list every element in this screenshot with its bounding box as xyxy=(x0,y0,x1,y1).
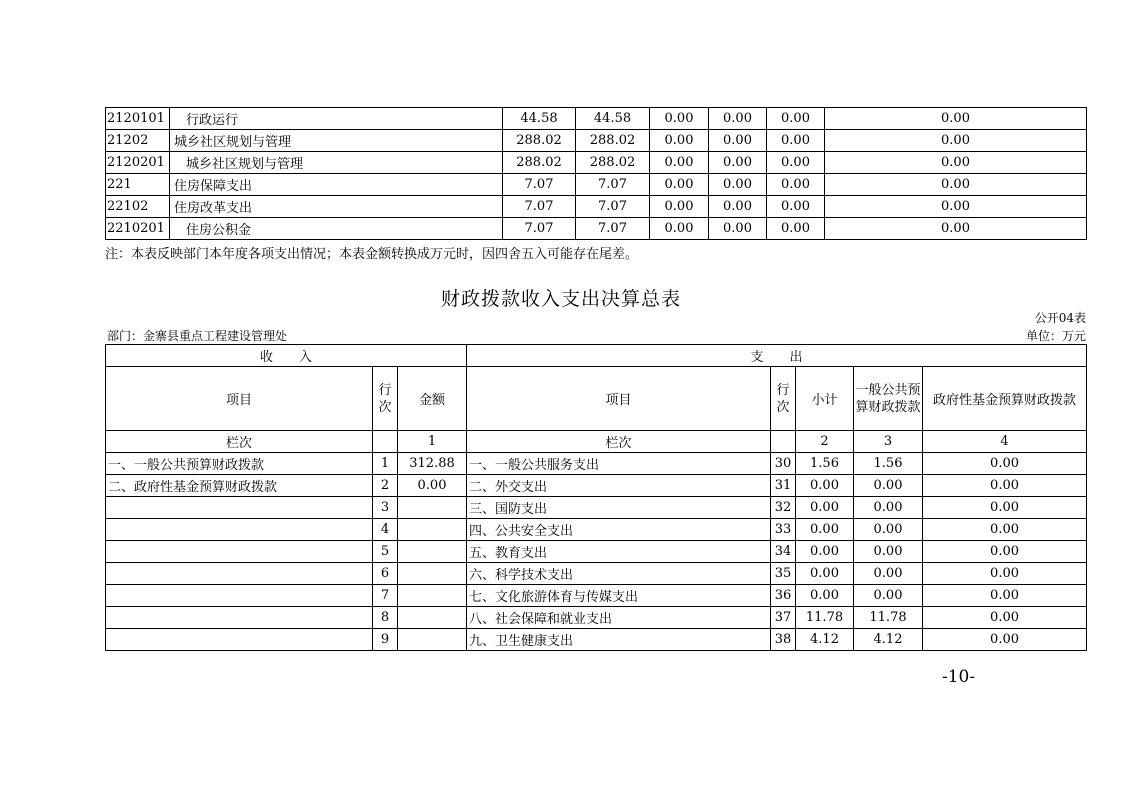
row-value: 0.00 xyxy=(825,108,1087,130)
expense-general-budget: 0.00 xyxy=(854,541,923,563)
expense-line-number: 38 xyxy=(771,629,796,651)
department-label: 部门：金寨县重点工程建设管理处 xyxy=(107,329,288,343)
col-header-line: 行次 xyxy=(373,367,398,431)
row-value: 7.07 xyxy=(503,196,576,218)
expense-fund-budget: 0.00 xyxy=(923,497,1087,519)
expense-general-budget: 0.00 xyxy=(854,519,923,541)
expense-item: 一、一般公共服务支出 xyxy=(467,453,771,475)
row-value: 44.58 xyxy=(576,108,650,130)
row-value: 0.00 xyxy=(767,196,825,218)
expense-fund-budget: 0.00 xyxy=(923,519,1087,541)
table-row xyxy=(106,453,1087,475)
expense-item: 二、外交支出 xyxy=(467,475,771,497)
column-number-4: 4 xyxy=(923,431,1087,453)
column-label-income: 栏次 xyxy=(106,431,373,453)
fiscal-summary-table xyxy=(105,344,1087,651)
row-value: 7.07 xyxy=(576,174,650,196)
row-value: 0.00 xyxy=(650,152,709,174)
income-line-number: 6 xyxy=(373,563,398,585)
empty-cell xyxy=(373,431,398,453)
form-number: 公开04表 xyxy=(1034,311,1086,325)
row-value: 0.00 xyxy=(650,130,709,152)
income-amount xyxy=(398,585,467,607)
expense-item: 三、国防支出 xyxy=(467,497,771,519)
col-header-item: 项目 xyxy=(106,367,373,431)
table-row xyxy=(106,563,1087,585)
empty-cell xyxy=(771,431,796,453)
expense-item: 七、文化旅游体育与传媒支出 xyxy=(467,585,771,607)
page-number: -10- xyxy=(942,667,976,687)
income-amount xyxy=(398,541,467,563)
income-line-number: 2 xyxy=(373,475,398,497)
expense-fund-budget: 0.00 xyxy=(923,563,1087,585)
page-title: 财政拨款收入支出决算总表 xyxy=(440,288,681,310)
table-row xyxy=(106,629,1087,651)
expense-line-number: 35 xyxy=(771,563,796,585)
row-value: 0.00 xyxy=(767,130,825,152)
col-header-expense-line: 行次 xyxy=(771,367,796,431)
expenditure-detail-table xyxy=(105,107,1087,240)
table-row xyxy=(106,152,1087,174)
row-value: 0.00 xyxy=(767,174,825,196)
income-header: 收 入 xyxy=(106,345,467,367)
income-line-number: 3 xyxy=(373,497,398,519)
income-item xyxy=(106,607,373,629)
row-code: 2120101 xyxy=(106,108,170,130)
expense-line-number: 36 xyxy=(771,585,796,607)
expense-fund-budget: 0.00 xyxy=(923,607,1087,629)
expense-item: 八、社会保障和就业支出 xyxy=(467,607,771,629)
expense-subtotal: 4.12 xyxy=(796,629,854,651)
income-line-number: 1 xyxy=(373,453,398,475)
row-value: 0.00 xyxy=(709,108,767,130)
col-header-expense-item: 项目 xyxy=(467,367,771,431)
expense-line-number: 30 xyxy=(771,453,796,475)
expense-subtotal: 0.00 xyxy=(796,563,854,585)
income-amount: 0.00 xyxy=(398,475,467,497)
table-row xyxy=(106,130,1087,152)
row-value: 0.00 xyxy=(650,174,709,196)
row-value: 0.00 xyxy=(825,218,1087,240)
expense-subtotal: 0.00 xyxy=(796,541,854,563)
row-name: 住房保障支出 xyxy=(170,174,503,196)
expense-subtotal: 11.78 xyxy=(796,607,854,629)
income-amount xyxy=(398,629,467,651)
row-value: 0.00 xyxy=(825,130,1087,152)
row-value: 0.00 xyxy=(709,174,767,196)
income-line-number: 7 xyxy=(373,585,398,607)
income-item xyxy=(106,519,373,541)
expense-general-budget: 4.12 xyxy=(854,629,923,651)
expense-fund-budget: 0.00 xyxy=(923,475,1087,497)
expense-item: 四、公共安全支出 xyxy=(467,519,771,541)
row-value: 288.02 xyxy=(576,152,650,174)
row-value: 7.07 xyxy=(576,196,650,218)
row-code: 21202 xyxy=(106,130,170,152)
income-line-number: 4 xyxy=(373,519,398,541)
expense-fund-budget: 0.00 xyxy=(923,541,1087,563)
row-value: 0.00 xyxy=(767,108,825,130)
row-value: 288.02 xyxy=(576,130,650,152)
row-value: 0.00 xyxy=(767,152,825,174)
row-value: 0.00 xyxy=(709,130,767,152)
expense-general-budget: 0.00 xyxy=(854,585,923,607)
income-line-number: 9 xyxy=(373,629,398,651)
row-value: 0.00 xyxy=(825,152,1087,174)
row-value: 0.00 xyxy=(825,196,1087,218)
expense-subtotal: 0.00 xyxy=(796,585,854,607)
col-header-amount: 金额 xyxy=(398,367,467,431)
unit-label: 单位：万元 xyxy=(1025,329,1086,343)
row-value: 7.07 xyxy=(503,218,576,240)
income-item xyxy=(106,629,373,651)
income-amount xyxy=(398,607,467,629)
expense-fund-budget: 0.00 xyxy=(923,585,1087,607)
income-amount xyxy=(398,563,467,585)
income-line-number: 5 xyxy=(373,541,398,563)
row-name: 城乡社区规划与管理 xyxy=(170,130,503,152)
row-value: 44.58 xyxy=(503,108,576,130)
expense-fund-budget: 0.00 xyxy=(923,629,1087,651)
col-header-general-budget: 一般公共预算财政拨款 xyxy=(854,367,923,431)
col-header-subtotal: 小计 xyxy=(796,367,854,431)
expense-subtotal: 0.00 xyxy=(796,497,854,519)
row-value: 0.00 xyxy=(767,218,825,240)
expense-general-budget: 1.56 xyxy=(854,453,923,475)
row-code: 22102 xyxy=(106,196,170,218)
table-row xyxy=(106,108,1087,130)
column-number-1: 1 xyxy=(398,431,467,453)
row-value: 7.07 xyxy=(576,218,650,240)
row-value: 288.02 xyxy=(503,130,576,152)
income-item xyxy=(106,563,373,585)
row-value: 288.02 xyxy=(503,152,576,174)
expense-subtotal: 0.00 xyxy=(796,475,854,497)
row-code: 221 xyxy=(106,174,170,196)
expense-item: 五、教育支出 xyxy=(467,541,771,563)
income-item xyxy=(106,541,373,563)
table-row xyxy=(106,607,1087,629)
col-header-fund-budget: 政府性基金预算财政拨款 xyxy=(923,367,1087,431)
row-name: 行政运行 xyxy=(170,108,503,130)
table-note: 注：本表反映部门本年度各项支出情况；本表金额转换成万元时，因四舍五入可能存在尾差。 xyxy=(105,247,639,262)
income-line-number: 8 xyxy=(373,607,398,629)
income-item xyxy=(106,497,373,519)
row-code: 2210201 xyxy=(106,218,170,240)
expense-general-budget: 0.00 xyxy=(854,563,923,585)
row-value: 0.00 xyxy=(709,152,767,174)
income-item xyxy=(106,585,373,607)
expense-item: 九、卫生健康支出 xyxy=(467,629,771,651)
row-value: 0.00 xyxy=(709,218,767,240)
row-value: 0.00 xyxy=(650,196,709,218)
income-amount xyxy=(398,519,467,541)
expense-general-budget: 0.00 xyxy=(854,475,923,497)
table-row xyxy=(106,585,1087,607)
income-item: 一、一般公共预算财政拨款 xyxy=(106,453,373,475)
expense-line-number: 34 xyxy=(771,541,796,563)
row-name: 住房改革支出 xyxy=(170,196,503,218)
table-row xyxy=(106,196,1087,218)
column-number-3: 3 xyxy=(854,431,923,453)
table-row xyxy=(106,497,1087,519)
expense-item: 六、科学技术支出 xyxy=(467,563,771,585)
row-value: 0.00 xyxy=(825,174,1087,196)
expense-fund-budget: 0.00 xyxy=(923,453,1087,475)
table-row xyxy=(106,475,1087,497)
expense-subtotal: 0.00 xyxy=(796,519,854,541)
column-label-expense: 栏次 xyxy=(467,431,771,453)
income-amount: 312.88 xyxy=(398,453,467,475)
table-row xyxy=(106,541,1087,563)
expense-header: 支 出 xyxy=(467,345,1087,367)
expense-general-budget: 11.78 xyxy=(854,607,923,629)
expense-subtotal: 1.56 xyxy=(796,453,854,475)
table-row xyxy=(106,174,1087,196)
expense-line-number: 32 xyxy=(771,497,796,519)
expense-line-number: 37 xyxy=(771,607,796,629)
expense-line-number: 31 xyxy=(771,475,796,497)
row-name: 住房公积金 xyxy=(170,218,503,240)
row-name: 城乡社区规划与管理 xyxy=(170,152,503,174)
income-item: 二、政府性基金预算财政拨款 xyxy=(106,475,373,497)
row-value: 7.07 xyxy=(503,174,576,196)
row-code: 2120201 xyxy=(106,152,170,174)
income-amount xyxy=(398,497,467,519)
row-value: 0.00 xyxy=(709,196,767,218)
row-value: 0.00 xyxy=(650,108,709,130)
expense-general-budget: 0.00 xyxy=(854,497,923,519)
column-number-2: 2 xyxy=(796,431,854,453)
table-row xyxy=(106,519,1087,541)
expense-line-number: 33 xyxy=(771,519,796,541)
table-row xyxy=(106,218,1087,240)
row-value: 0.00 xyxy=(650,218,709,240)
